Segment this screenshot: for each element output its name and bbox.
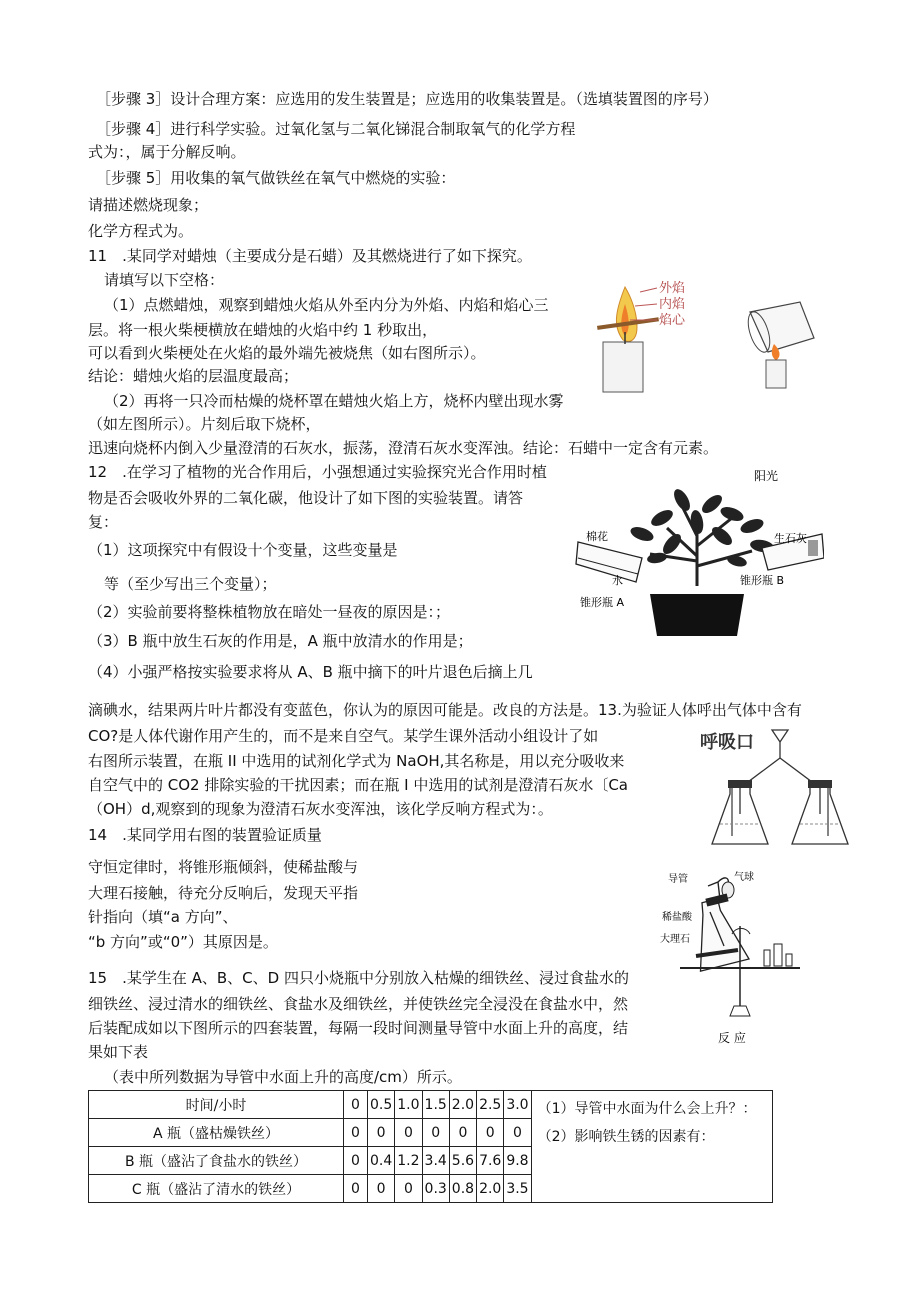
text-line: CO?是人体代谢作用产生的，而不是来自空气。某学生课外活动小组设计了如 <box>88 727 599 745</box>
text-line: 请填写以下空格： <box>104 271 225 289</box>
water-label: 水 <box>612 574 623 587</box>
table-cell: 1.5 <box>422 1091 449 1119</box>
acid-label: 稀盐酸 <box>662 912 692 923</box>
table-cell: 3.0 <box>504 1091 531 1119</box>
text-line: 化学方程式为。 <box>88 222 194 240</box>
table-header-row <box>89 1091 773 1119</box>
text-line: ［步骤 4］进行科学实验。过氧化氢与二氧化锑混合制取氧气的化学方程 <box>96 120 576 138</box>
table-cell: 0 <box>368 1175 395 1203</box>
text-line: 物是否会吸收外界的二氧化碳，他设计了如下图的实验装置。请答 <box>88 489 524 507</box>
balance-figure <box>660 866 825 1046</box>
table-cell: 0 <box>344 1091 368 1119</box>
table-cell: 0 <box>449 1119 476 1147</box>
table-cell: 0 <box>368 1119 395 1147</box>
text-line: 细铁丝、浸过清水的细铁丝、食盐水及细铁丝，并使铁丝完全浸没在食盐水中，然 <box>88 995 629 1013</box>
text-line: （OH）d,观察到的现象为澄清石灰水变浑浊，该化学反响方程式为：。 <box>88 800 553 818</box>
quicklime-label: 生石灰 <box>774 532 807 545</box>
text-line: 迅速向烧杯内倒入少量澄清的石灰水，振荡，澄清石灰水变浑浊。结论：石蜡中一定含有元素。 <box>88 439 719 457</box>
text-line: （1）点燃蜡烛，观察到蜡烛火焰从外至内分为外焰、内焰和焰心三 <box>104 296 549 314</box>
table-cell: 9.8 <box>504 1147 531 1175</box>
table-cell: 0.3 <box>422 1175 449 1203</box>
table-cell: 2.0 <box>477 1175 504 1203</box>
text-line: （3）B 瓶中放生石灰的作用是，A 瓶中放清水的作用是； <box>88 632 473 650</box>
text-line: 大理石接触，待充分反响后，发现天平指 <box>88 884 359 902</box>
table-cell: 0.8 <box>449 1175 476 1203</box>
question-14-title: 14 .某同学用右图的装置验证质量 <box>88 826 322 844</box>
table-note-2: （2）影响铁生锈的因素有： <box>537 1129 715 1145</box>
text-line: （1）这项探究中有假设十个变量，这些变量是 <box>88 541 398 559</box>
table-cell: 0.4 <box>368 1147 395 1175</box>
text-line: 复： <box>88 513 119 531</box>
table-cell: 1.2 <box>395 1147 422 1175</box>
inner-flame-label: 内焰 <box>659 297 686 312</box>
text-line: 针指向（填“a 方向”、 <box>88 908 238 926</box>
text-line: 果如下表 <box>88 1043 149 1061</box>
table-cell: 0 <box>395 1175 422 1203</box>
question-11-title: 11 .某同学对蜡烛（主要成分是石蜡）及其燃烧进行了如下探究。 <box>88 247 532 265</box>
text-line: 结论：蜡烛火焰的层温度最高； <box>88 367 299 385</box>
marble-label: 大理石 <box>660 934 690 945</box>
text-line: 等（至少写出三个变量）； <box>104 575 277 593</box>
text-line: 右图所示装置，在瓶 II 中选用的试剂化学式为 NaOH,其名称是，用以充分吸收来 <box>88 752 625 770</box>
text-line: 滴碘水，结果两片叶片都没有变蓝色，你认为的原因可能是。改良的方法是。13.为验证人体呼出气体中含有 <box>88 701 802 719</box>
flame-core-label: 焰心 <box>659 313 686 328</box>
text-line: （4）小强严格按实验要求将从 A、B 瓶中摘下的叶片退色后摘上几 <box>88 663 533 681</box>
sunlight-label: 阳光 <box>754 469 779 483</box>
text-line: （2）再将一只冷而枯燥的烧杯罩在蜡烛火焰上方，烧杯内壁出现水雾 <box>104 392 564 410</box>
text-line: ［步骤 5］用收集的氧气做铁丝在氧气中燃烧的实验： <box>96 169 456 187</box>
table-cell: 3.4 <box>422 1147 449 1175</box>
table-row-label: A 瓶（盛枯燥铁丝） <box>89 1119 344 1147</box>
table-cell: 2.5 <box>477 1091 504 1119</box>
table-note-1: （1）导管中水面为什么会上升？： <box>537 1101 757 1117</box>
table-cell: 0 <box>504 1119 531 1147</box>
bottle-b-label: 锥形瓶 B <box>740 574 785 587</box>
outer-flame-label: 外焰 <box>659 281 686 296</box>
breathing-apparatus-figure <box>700 722 860 852</box>
text-line: 式为：，属于分解反响。 <box>88 143 246 161</box>
text-line: （表中所列数据为导管中水面上升的高度/cm）所示。 <box>104 1068 462 1086</box>
text-line: 自空气中的 CO2 排除实验的干扰因素；而在瓶 I 中选用的试剂是澄清石灰水〔Ca <box>88 776 628 794</box>
table-cell: 0 <box>344 1119 368 1147</box>
cotton-label: 棉花 <box>586 530 608 543</box>
table-cell: 3.5 <box>504 1175 531 1203</box>
table-cell: 0 <box>344 1147 368 1175</box>
bottle-a-label: 锥形瓶 A <box>580 596 625 609</box>
text-line: ［步骤 3］设计合理方案：应选用的发生装置是；应选用的收集装置是。（选填装置图的序号） <box>96 90 718 108</box>
table-cell: 5.6 <box>449 1147 476 1175</box>
candle-figure <box>585 272 695 397</box>
text-line: 可以看到火柴梗处在火焰的最外端先被烧焦（如右图所示）。 <box>88 344 486 362</box>
text-line: 层。将一根火柴梗横放在蜡烛的火焰中约 1 秒取出， <box>88 321 438 339</box>
text-line: （如左图所示）。片刻后取下烧杯， <box>88 415 321 433</box>
table-cell: 0 <box>344 1175 368 1203</box>
table-header-label: 时间/小时 <box>89 1091 344 1119</box>
table-cell: 1.0 <box>395 1091 422 1119</box>
table-cell: 7.6 <box>477 1147 504 1175</box>
plant-experiment-figure <box>572 466 824 640</box>
text-line: 后装配成如以下图所示的四套装置，每隔一段时间测量导管中水面上升的高度，结 <box>88 1019 629 1037</box>
table-notes <box>531 1091 772 1203</box>
table-cell: 0 <box>422 1119 449 1147</box>
question-12-title: 12 .在学习了植物的光合作用后，小强想通过实验探究光合作用时植 <box>88 463 547 481</box>
beaker-candle-figure <box>742 298 832 390</box>
table-cell: 0 <box>395 1119 422 1147</box>
figure-caption: 反 应 <box>718 1031 746 1045</box>
text-line: 守恒定律时，将锥形瓶倾斜，使稀盐酸与 <box>88 858 359 876</box>
table-row-label: C 瓶（盛沾了清水的铁丝） <box>89 1175 344 1203</box>
balloon-label: 气球 <box>734 872 754 883</box>
breathing-mouth-label: 呼吸口 <box>700 732 754 753</box>
text-line: （2）实验前要将整株植物放在暗处一昼夜的原因是：； <box>88 603 451 621</box>
table-cell: 0.5 <box>368 1091 395 1119</box>
text-line: “b 方向”或“0”）其原因是。 <box>88 933 278 951</box>
table-row-label: B 瓶（盛沾了食盐水的铁丝） <box>89 1147 344 1175</box>
table-cell: 0 <box>477 1119 504 1147</box>
tube-label: 导管 <box>668 874 688 885</box>
table-cell: 2.0 <box>449 1091 476 1119</box>
text-line: 请描述燃烧现象； <box>88 196 209 214</box>
rust-data-table <box>88 1090 773 1203</box>
question-15-title: 15 .某学生在 A、B、C、D 四只小烧瓶中分别放入枯燥的细铁丝、浸过食盐水的 <box>88 969 629 987</box>
